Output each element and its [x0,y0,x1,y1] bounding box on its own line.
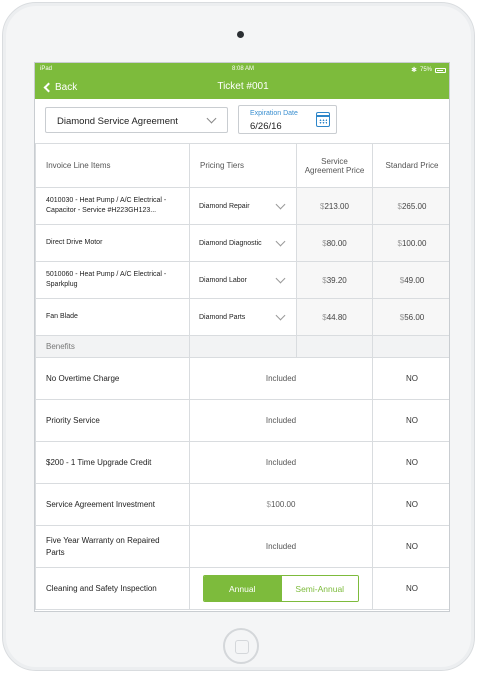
benefit-value: Included [190,526,373,568]
back-label: Back [55,81,78,93]
line-item-name: Direct Drive Motor [36,225,190,262]
benefit-row [36,442,451,484]
currency-symbol: $ [266,500,271,509]
table-header-row [36,144,451,188]
benefit-name: Priority Service [36,400,190,442]
annual-option[interactable]: Annual [204,576,281,601]
benefit-row [36,400,451,442]
page-title: Ticket #001 [217,81,269,92]
standard-price [373,188,451,225]
sa-price [297,188,373,225]
sa-price-value: 39.20 [326,275,347,285]
benefit-standard: NO [373,568,451,610]
standard-price [373,262,451,299]
benefit-name: Cleaning and Safety Inspection [36,568,190,610]
expiration-date-field[interactable] [238,105,337,134]
standard-price-value: 265.00 [401,201,427,211]
expiration-label: Expiration Date [250,110,298,117]
status-bar [35,63,450,75]
pricing-tier-select[interactable] [190,225,297,262]
currency-symbol: $ [397,238,402,248]
header-line-items: Invoice Line Items [36,144,190,188]
currency-symbol: $ [399,312,405,322]
nav-bar [35,75,450,99]
benefit-value: Included [190,400,373,442]
header-pricing-tiers: Pricing Tiers [190,144,297,188]
table-row [36,188,451,225]
camera [237,31,244,38]
currency-symbol: $ [397,201,402,211]
expiration-value: 6/26/16 [250,121,282,132]
pricing-tier-value: Diamond Labor [199,276,247,284]
agreement-value: Diamond Service Agreement [57,116,178,127]
chevron-down-icon [276,237,286,247]
standard-price-value: 56.00 [404,312,425,322]
benefit-value: Included [190,358,373,400]
currency-symbol: $ [320,201,325,211]
sa-price-value: 44.80 [326,312,347,322]
standard-price [373,225,451,262]
frequency-toggle [203,575,359,602]
header-sa-price: Service Agreement Price [297,144,373,188]
currency-symbol: $ [322,275,327,285]
table-row [36,225,451,262]
sa-price [297,262,373,299]
pricing-tier-value: Diamond Parts [199,313,246,321]
benefit-row [36,568,451,610]
investment-value: 100.00 [270,500,296,509]
benefit-row [36,484,451,526]
header-standard-price: Standard Price [373,144,451,188]
table-row [36,262,451,299]
ipad-frame [2,2,475,671]
frequency-cell [190,568,373,610]
home-button[interactable] [223,628,259,664]
line-item-name: Fan Blade [36,299,190,336]
benefit-value: Included [190,442,373,484]
currency-symbol: $ [322,312,327,322]
pricing-table [35,143,450,610]
line-item-name: 5010060 - Heat Pump / A/C Electrical - Sparkplug [36,262,190,299]
bluetooth-icon: ✱ [411,67,417,74]
pricing-tier-select[interactable] [190,299,297,336]
benefits-label: Benefits [36,336,190,358]
pricing-tier-value: Diamond Repair [199,202,250,210]
sa-price [297,299,373,336]
clock: 8:08 AM [231,66,254,72]
benefit-name: $200 - 1 Time Upgrade Credit [36,442,190,484]
benefit-standard: NO [373,400,451,442]
controls-bar [35,99,450,143]
pricing-tier-select[interactable] [190,262,297,299]
chevron-down-icon [276,274,286,284]
benefit-row [36,358,451,400]
line-item-name: 4010030 - Heat Pump / A/C Electrical - Capacitor - Service #H223GH123... [36,188,190,225]
chevron-down-icon [276,200,286,210]
status-icons [411,66,446,74]
calendar-icon[interactable] [316,112,330,127]
benefit-standard: NO [373,526,451,568]
benefit-value [190,484,373,526]
screen [34,62,450,612]
standard-price [373,299,451,336]
standard-price-value: 49.00 [404,275,425,285]
benefit-name: No Overtime Charge [36,358,190,400]
benefit-row [36,526,451,568]
pricing-tier-value: Diamond Diagnostic [199,239,262,247]
agreement-select[interactable] [45,107,228,133]
benefit-name: Five Year Warranty on Repaired Parts [36,526,190,568]
chevron-down-icon [276,311,286,321]
benefit-standard: NO [373,442,451,484]
chevron-down-icon [207,114,217,124]
battery-percent: 75% [419,67,432,73]
sa-price-value: 213.00 [324,201,349,211]
benefit-standard: NO [373,358,451,400]
pricing-tier-select[interactable] [190,188,297,225]
sa-price [297,225,373,262]
sa-price-value: 80.00 [326,238,347,248]
currency-symbol: $ [322,238,327,248]
benefit-standard: NO [373,484,451,526]
semi-annual-option[interactable]: Semi-Annual [281,576,359,601]
benefits-section-header [36,336,451,358]
benefit-name: Service Agreement Investment [36,484,190,526]
currency-symbol: $ [399,275,405,285]
table-row [36,299,451,336]
carrier-label: iPad [40,66,53,72]
battery-icon [435,68,446,73]
standard-price-value: 100.00 [401,238,427,248]
